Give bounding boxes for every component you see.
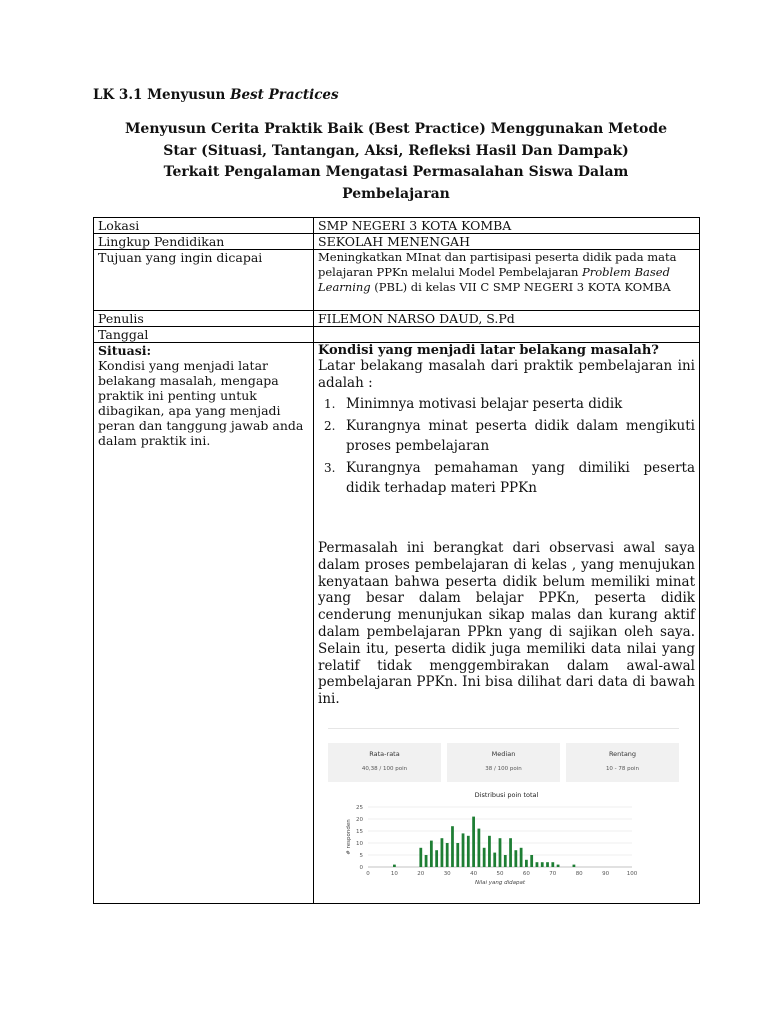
- score-distribution-chart: [322, 803, 662, 889]
- lokasi-value: SMP NEGERI 3 KOTA KOMBA: [314, 218, 700, 234]
- situasi-content: [314, 343, 700, 904]
- situasi-intro: Latar belakang masalah dari praktik pembelajaran ini adalah :: [318, 358, 695, 391]
- chart-bar: [430, 841, 433, 867]
- lokasi-label: Lokasi: [94, 218, 314, 234]
- tanggal-label: Tanggal: [94, 327, 314, 343]
- y-tick-label: 25: [356, 804, 363, 811]
- chart-title: Distribusi poin total: [474, 790, 539, 799]
- tanggal-value: [314, 327, 700, 343]
- table-row: [94, 311, 700, 327]
- chart-bar: [573, 865, 576, 867]
- table-row: [94, 343, 700, 904]
- chart-bar: [557, 865, 560, 867]
- score-summary: [328, 728, 679, 782]
- y-tick-label: 0: [359, 864, 363, 871]
- y-axis-label: # responden: [346, 819, 352, 855]
- table-row: [94, 234, 700, 250]
- list-item: 1. Minimnya motivasi belajar peserta didik: [324, 396, 623, 412]
- y-tick-label: 5: [359, 852, 363, 859]
- chart-bar: [504, 855, 507, 867]
- y-tick-label: 10: [356, 840, 363, 847]
- situasi-question: Kondisi yang menjadi latar belakang masalah?: [318, 343, 659, 358]
- chart-bar: [472, 817, 475, 867]
- document-title: Menyusun Cerita Praktik Baik (Best Practice) Menggunakan Metode Star (Situasi, Tantangan, Aksi, Refleksi Hasil Dan Dampak) Terkait Pengalaman Mengatasi Permasalahan Siswa Dalam Pembelajaran: [124, 121, 668, 202]
- lingkup-value: SEKOLAH MENENGAH: [314, 234, 700, 250]
- table-row: [94, 250, 700, 311]
- x-tick-label: 90: [602, 870, 610, 877]
- chart-bar: [546, 862, 549, 867]
- chart-bar: [425, 855, 428, 867]
- chart-bar: [530, 855, 533, 867]
- stat-card: Rata-rata 40,38 / 100 poin: [328, 743, 441, 782]
- x-tick-label: 0: [366, 870, 370, 877]
- list-item: 3. Kurangnya pemahaman yang dimiliki peserta didik terhadap materi PPKn: [324, 460, 695, 496]
- tujuan-label: Tujuan yang ingin dicapai: [94, 250, 314, 311]
- x-tick-label: 20: [417, 870, 425, 877]
- chart-bar: [483, 848, 486, 867]
- table-row: [94, 327, 700, 343]
- chart-bar: [551, 862, 554, 867]
- chart-bar: [467, 836, 470, 867]
- situasi-cell: [94, 343, 314, 904]
- chart-bar: [419, 848, 422, 867]
- chart-bar: [393, 865, 396, 867]
- chart-bar: [462, 833, 465, 867]
- chart-bar: [536, 862, 539, 867]
- situasi-description: Kondisi yang menjadi latar belakang masalah, mengapa praktik ini penting untuk dibagikan, apa yang menjadi peran dan tanggung jawab anda dalam praktik ini.: [98, 358, 304, 448]
- chart-bar: [493, 853, 496, 867]
- situasi-paragraph: Permasalah ini berangkat dari observasi awal saya dalam proses pembelajaran di kelas , yang menujukan kenyataan bahwa peserta didik belum memiliki minat yang besar dalam belajar PPKn, peserta didik cenderung menunjukan sikap malas dan kurang aktif dalam pembelajaran PPkn yang di sajikan oleh saya. Selain itu, peserta didik juga memiliki data nilai yang relatif tidak menggembirakan dalam awal-awal pembelajaran PPKn. Ini bisa dilihat dari data di bawah ini.: [318, 540, 695, 708]
- x-axis-label: Nilai yang didapat: [474, 879, 526, 886]
- chart-bar: [456, 843, 459, 867]
- stat-card: Median 38 / 100 poin: [447, 743, 560, 782]
- chart-bar: [451, 826, 454, 867]
- chart-bar: [499, 838, 502, 867]
- chart-bar: [446, 843, 449, 867]
- chart-bar: [509, 838, 512, 867]
- situasi-heading: Situasi:: [98, 343, 152, 358]
- x-tick-label: 60: [522, 870, 530, 877]
- x-tick-label: 100: [626, 870, 638, 877]
- lingkup-label: Lingkup Pendidikan: [94, 234, 314, 250]
- problem-list: [318, 394, 695, 498]
- x-tick-label: 80: [575, 870, 583, 877]
- chart-bar: [488, 836, 491, 867]
- y-tick-label: 20: [356, 816, 363, 823]
- x-tick-label: 10: [390, 870, 398, 877]
- tujuan-value: Meningkatkan MInat dan partisipasi peserta didik pada mata pelajaran PPKn melalui Model Pembelajaran Problem Based Learning (PBL) di kelas VII C SMP NEGERI 3 KOTA KOMBA: [314, 250, 700, 311]
- stat-card: Rentang 10 - 78 poin: [566, 743, 679, 782]
- x-tick-label: 70: [549, 870, 557, 877]
- chart-bar: [541, 862, 544, 867]
- worksheet-label: LK 3.1 Menyusun Best Practices: [93, 87, 339, 103]
- x-tick-label: 30: [443, 870, 451, 877]
- chart-bar: [520, 848, 523, 867]
- chart-bar: [514, 850, 517, 867]
- best-practice-table: [93, 217, 700, 904]
- chart-bar: [477, 829, 480, 867]
- x-tick-label: 50: [496, 870, 504, 877]
- chart-bar: [435, 850, 438, 867]
- chart-bar: [525, 860, 528, 867]
- penulis-label: Penulis: [94, 311, 314, 327]
- x-tick-label: 40: [470, 870, 478, 877]
- y-tick-label: 15: [356, 828, 363, 835]
- penulis-value: FILEMON NARSO DAUD, S.Pd: [314, 311, 700, 327]
- chart-bar: [441, 838, 444, 867]
- table-row: [94, 218, 700, 234]
- list-item: 2. Kurangnya minat peserta didik dalam mengikuti proses pembelajaran: [324, 418, 695, 454]
